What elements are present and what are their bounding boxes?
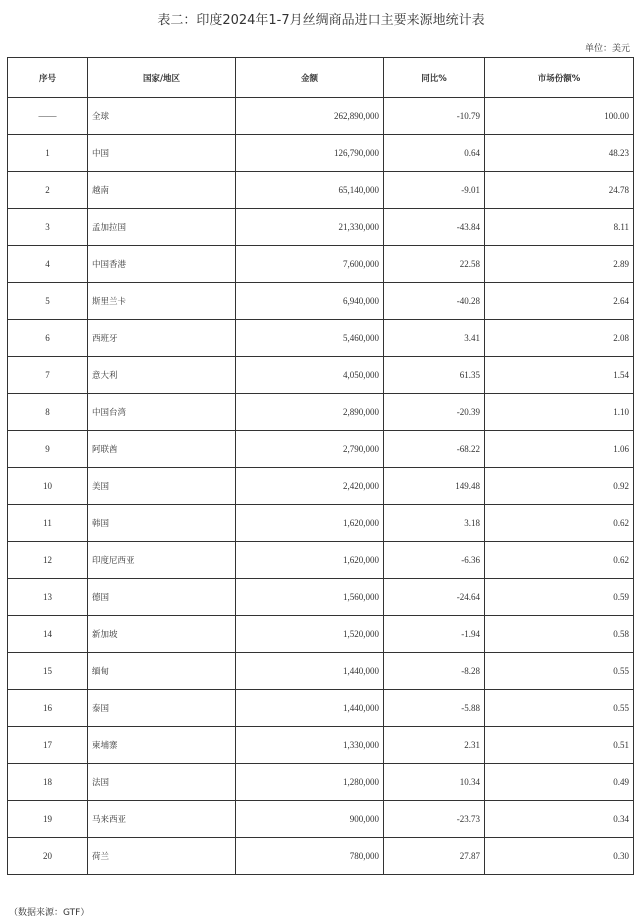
cell-no: 11 <box>8 505 88 542</box>
cell-share: 2.08 <box>485 320 634 357</box>
cell-no: 8 <box>8 394 88 431</box>
table-row <box>8 542 634 579</box>
cell-share: 0.58 <box>485 616 634 653</box>
header-country: 国家/地区 <box>88 58 236 98</box>
cell-country: 法国 <box>88 764 236 801</box>
cell-amount: 1,330,000 <box>236 727 384 764</box>
cell-yoy: 149.48 <box>384 468 485 505</box>
cell-share: 1.54 <box>485 357 634 394</box>
cell-country: 中国香港 <box>88 246 236 283</box>
cell-no: 13 <box>8 579 88 616</box>
table-body <box>8 98 634 875</box>
cell-country: 越南 <box>88 172 236 209</box>
table-row <box>8 320 634 357</box>
cell-share: 2.64 <box>485 283 634 320</box>
cell-country: 斯里兰卡 <box>88 283 236 320</box>
cell-amount: 126,790,000 <box>236 135 384 172</box>
cell-share: 0.55 <box>485 690 634 727</box>
cell-share: 48.23 <box>485 135 634 172</box>
cell-no: —— <box>8 98 88 135</box>
cell-amount: 1,280,000 <box>236 764 384 801</box>
cell-country: 中国台湾 <box>88 394 236 431</box>
cell-yoy: -1.94 <box>384 616 485 653</box>
cell-yoy: -10.79 <box>384 98 485 135</box>
cell-amount: 1,440,000 <box>236 653 384 690</box>
cell-country: 孟加拉国 <box>88 209 236 246</box>
cell-share: 0.55 <box>485 653 634 690</box>
cell-no: 2 <box>8 172 88 209</box>
cell-yoy: 27.87 <box>384 838 485 875</box>
cell-share: 100.00 <box>485 98 634 135</box>
cell-country: 美国 <box>88 468 236 505</box>
cell-amount: 21,330,000 <box>236 209 384 246</box>
cell-no: 16 <box>8 690 88 727</box>
cell-no: 4 <box>8 246 88 283</box>
cell-yoy: -8.28 <box>384 653 485 690</box>
table-header-row <box>8 58 634 98</box>
table-row <box>8 98 634 135</box>
cell-share: 0.49 <box>485 764 634 801</box>
table-row <box>8 357 634 394</box>
cell-amount: 1,440,000 <box>236 690 384 727</box>
table-row <box>8 727 634 764</box>
cell-country: 德国 <box>88 579 236 616</box>
table-title: 表二：印度2024年1-7月丝绸商品进口主要来源地统计表 <box>157 13 485 28</box>
cell-yoy: -24.64 <box>384 579 485 616</box>
table-row <box>8 579 634 616</box>
cell-share: 0.30 <box>485 838 634 875</box>
cell-amount: 6,940,000 <box>236 283 384 320</box>
cell-amount: 4,050,000 <box>236 357 384 394</box>
cell-no: 14 <box>8 616 88 653</box>
cell-yoy: 2.31 <box>384 727 485 764</box>
cell-share: 8.11 <box>485 209 634 246</box>
table-row <box>8 468 634 505</box>
cell-no: 20 <box>8 838 88 875</box>
cell-yoy: -6.36 <box>384 542 485 579</box>
cell-share: 0.34 <box>485 801 634 838</box>
table-row <box>8 135 634 172</box>
cell-amount: 262,890,000 <box>236 98 384 135</box>
cell-amount: 780,000 <box>236 838 384 875</box>
cell-yoy: 3.18 <box>384 505 485 542</box>
table-row <box>8 838 634 875</box>
cell-amount: 1,520,000 <box>236 616 384 653</box>
cell-country: 缅甸 <box>88 653 236 690</box>
cell-yoy: -68.22 <box>384 431 485 468</box>
header-yoy: 同比% <box>384 58 485 98</box>
table-row <box>8 394 634 431</box>
cell-yoy: 22.58 <box>384 246 485 283</box>
cell-amount: 2,790,000 <box>236 431 384 468</box>
cell-amount: 7,600,000 <box>236 246 384 283</box>
cell-country: 柬埔寨 <box>88 727 236 764</box>
cell-yoy: -43.84 <box>384 209 485 246</box>
cell-no: 3 <box>8 209 88 246</box>
cell-no: 12 <box>8 542 88 579</box>
cell-share: 0.62 <box>485 542 634 579</box>
cell-no: 19 <box>8 801 88 838</box>
table-row <box>8 616 634 653</box>
cell-amount: 65,140,000 <box>236 172 384 209</box>
cell-share: 24.78 <box>485 172 634 209</box>
cell-yoy: 3.41 <box>384 320 485 357</box>
cell-amount: 1,620,000 <box>236 542 384 579</box>
table-row <box>8 246 634 283</box>
unit-label: 单位：美元 <box>584 44 630 54</box>
cell-country: 阿联酋 <box>88 431 236 468</box>
header-share: 市场份额% <box>485 58 634 98</box>
table-row <box>8 172 634 209</box>
cell-no: 15 <box>8 653 88 690</box>
cell-amount: 1,560,000 <box>236 579 384 616</box>
cell-share: 1.10 <box>485 394 634 431</box>
cell-share: 1.06 <box>485 431 634 468</box>
cell-share: 2.89 <box>485 246 634 283</box>
header-amount: 金额 <box>236 58 384 98</box>
header-no: 序号 <box>8 58 88 98</box>
cell-amount: 1,620,000 <box>236 505 384 542</box>
cell-amount: 2,890,000 <box>236 394 384 431</box>
cell-country: 中国 <box>88 135 236 172</box>
cell-country: 马来西亚 <box>88 801 236 838</box>
cell-country: 新加坡 <box>88 616 236 653</box>
cell-no: 7 <box>8 357 88 394</box>
cell-amount: 5,460,000 <box>236 320 384 357</box>
cell-yoy: -40.28 <box>384 283 485 320</box>
cell-share: 0.62 <box>485 505 634 542</box>
cell-share: 0.59 <box>485 579 634 616</box>
cell-yoy: -5.88 <box>384 690 485 727</box>
cell-country: 印度尼西亚 <box>88 542 236 579</box>
cell-yoy: 61.35 <box>384 357 485 394</box>
cell-country: 全球 <box>88 98 236 135</box>
cell-country: 韩国 <box>88 505 236 542</box>
cell-country: 泰国 <box>88 690 236 727</box>
table-row <box>8 653 634 690</box>
cell-no: 9 <box>8 431 88 468</box>
cell-no: 18 <box>8 764 88 801</box>
cell-country: 意大利 <box>88 357 236 394</box>
cell-no: 6 <box>8 320 88 357</box>
data-source-note: （数据来源：GTF） <box>9 908 90 918</box>
cell-no: 10 <box>8 468 88 505</box>
cell-no: 1 <box>8 135 88 172</box>
table-row <box>8 690 634 727</box>
table-row <box>8 764 634 801</box>
cell-amount: 900,000 <box>236 801 384 838</box>
cell-no: 5 <box>8 283 88 320</box>
cell-yoy: 0.64 <box>384 135 485 172</box>
cell-yoy: -20.39 <box>384 394 485 431</box>
cell-share: 0.51 <box>485 727 634 764</box>
table-row <box>8 283 634 320</box>
cell-yoy: -23.73 <box>384 801 485 838</box>
table-row <box>8 801 634 838</box>
import-source-table <box>7 57 634 875</box>
table-row <box>8 431 634 468</box>
cell-no: 17 <box>8 727 88 764</box>
cell-yoy: -9.01 <box>384 172 485 209</box>
cell-amount: 2,420,000 <box>236 468 384 505</box>
table-row <box>8 505 634 542</box>
table-row <box>8 209 634 246</box>
cell-share: 0.92 <box>485 468 634 505</box>
cell-country: 荷兰 <box>88 838 236 875</box>
cell-country: 西班牙 <box>88 320 236 357</box>
cell-yoy: 10.34 <box>384 764 485 801</box>
